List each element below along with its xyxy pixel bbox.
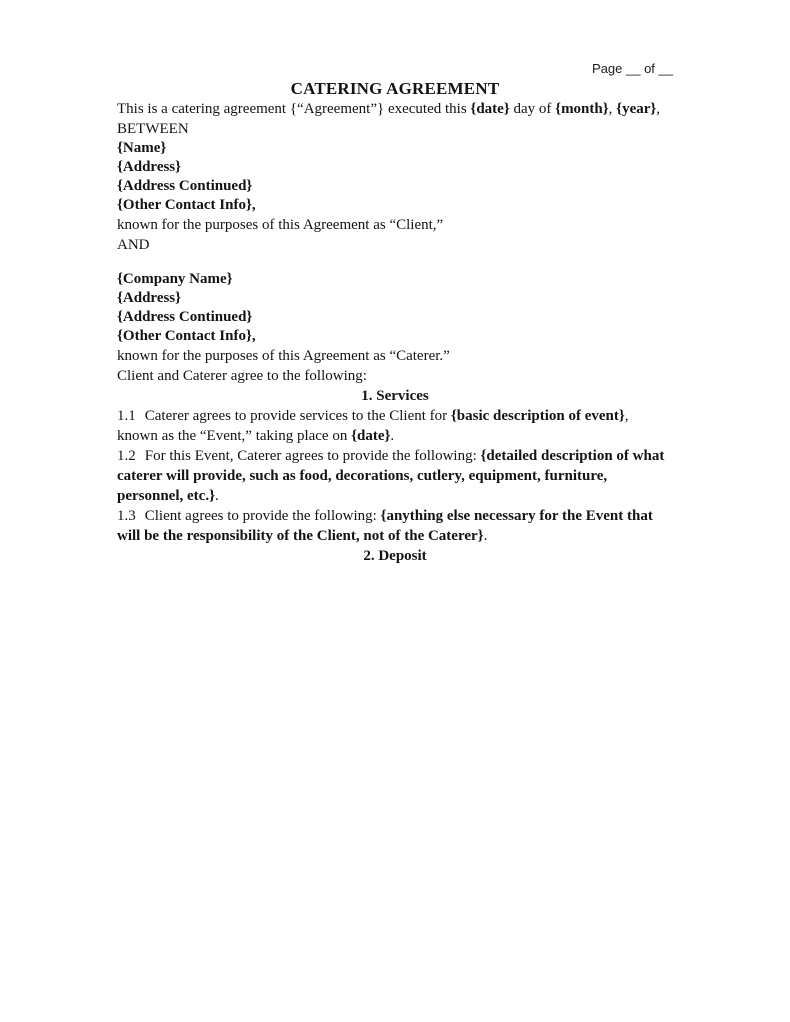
text-run: . [483,528,488,544]
caterer-address-line: {Address} [117,290,182,306]
intro-paragraph [117,99,673,119]
text-run: , [608,101,617,117]
section-heading-deposit: 2. Deposit [363,548,427,564]
clause-number: 1.2 [117,448,136,464]
caterer-contact-line: {Other Contact Info}, [117,328,256,344]
client-address-block [117,139,673,215]
placeholder-event-description: {basic description of event} [450,408,625,424]
caterer-address-block [117,270,673,346]
and-label: AND [117,237,150,253]
text-run: Client agrees to provide the following: [144,508,381,524]
text-run: Caterer agrees to provide services to the Client for [144,408,451,424]
clause-1-2 [117,446,673,506]
text-run: , known as the “Event,” taking place on [117,408,629,444]
placeholder-client-provisions: {anything else necessary for the Event that will be the responsibility of the Client, not of the Caterer} [117,508,653,544]
caterer-company-line: {Company Name} [117,271,233,287]
text-run: . [390,428,395,444]
text-run: , [656,101,661,117]
client-contact-line: {Other Contact Info}, [117,197,256,213]
client-name-line: {Name} [117,140,167,156]
document-title: CATERING AGREEMENT [290,79,500,98]
clause-1-3 [117,506,673,546]
text-run: This is a catering agreement {“Agreement”} executed this [117,101,471,117]
placeholder-year: {year} [616,101,657,117]
clause-1-1 [117,406,673,446]
agreement-lead-line: Client and Caterer agree to the following: [117,368,367,384]
caterer-address-continued-line: {Address Continued} [117,309,253,325]
clause-number: 1.1 [117,408,136,424]
page-counter: Page __ of __ [592,61,673,76]
placeholder-caterer-provisions: {detailed description of what caterer will provide, such as food, decorations, cutlery, equipment, furniture, personnel, etc.} [117,448,665,504]
between-label: BETWEEN [117,121,189,137]
client-known-as-line: known for the purposes of this Agreement as “Client,” [117,217,444,233]
clause-number: 1.3 [117,508,136,524]
placeholder-date: {date} [470,101,510,117]
placeholder-month: {month} [555,101,609,117]
text-run: . [214,488,219,504]
section-heading-services: 1. Services [361,388,429,404]
placeholder-event-date: {date} [351,428,391,444]
client-address-line: {Address} [117,159,182,175]
text-run: For this Event, Caterer agrees to provide the following: [144,448,481,464]
caterer-known-as-line: known for the purposes of this Agreement as “Caterer.” [117,348,450,364]
text-run: day of [509,101,556,117]
client-address-continued-line: {Address Continued} [117,178,253,194]
